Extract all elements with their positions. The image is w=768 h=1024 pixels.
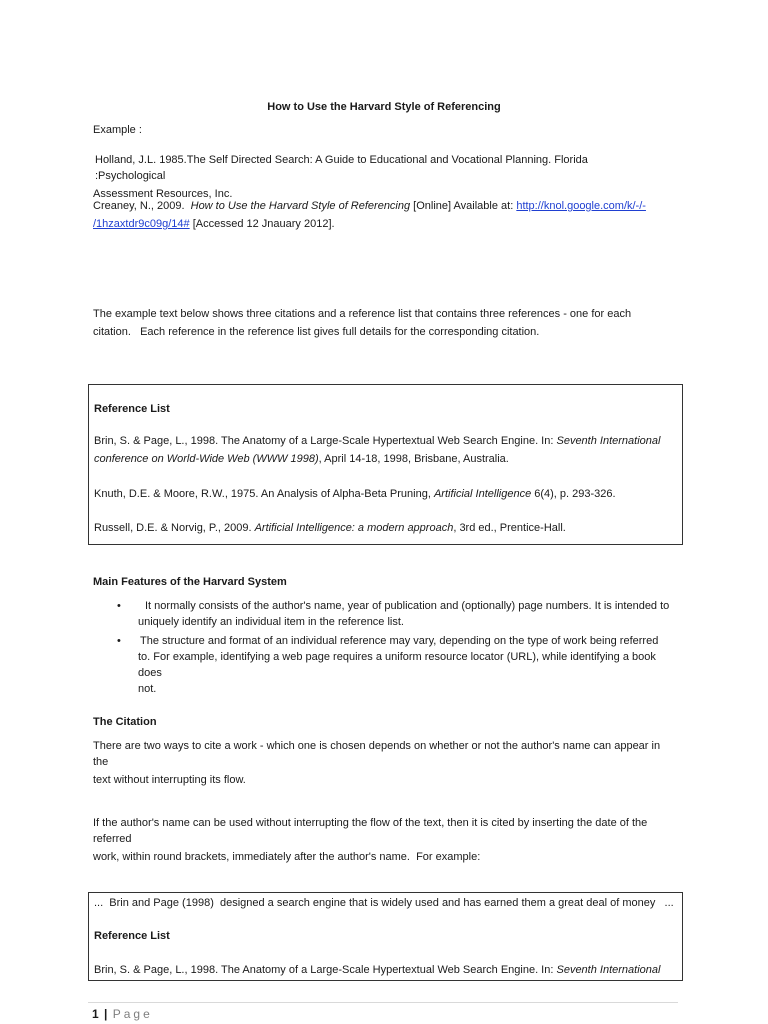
bullet-icon: •	[117, 635, 121, 647]
example-reference-2-url-part-2[interactable]: /1hzaxtdr9c09g/14#	[93, 218, 190, 230]
feature-item-2-line-2: to. For example, identifying a web page requires a uniform resource locator (URL), while identifying a book does	[138, 651, 656, 679]
citation-example-reference	[94, 962, 674, 978]
reference-knuth-moore-details: 6(4), p. 293-326.	[531, 488, 616, 500]
reference-list-heading: Reference List	[94, 403, 170, 415]
feature-item-1-line-2: uniquely identify an individual item in the reference list.	[138, 616, 404, 628]
reference-brin-page-venue-cont: conference on World-Wide Web (WWW 1998)	[94, 453, 319, 465]
citation-example-quote: ... Brin and Page (1998) designed a search engine that is widely used and has earned them a great deal of money ...	[94, 897, 674, 909]
example-reference-2-author: Creaney, N., 2009.	[93, 200, 191, 212]
reference-russell-norvig-title: Artificial Intelligence: a modern approach	[254, 522, 454, 534]
intro-line-2: citation. Each reference in the reference list gives full details for the corresponding citation.	[93, 326, 540, 338]
document-title: How to Use the Harvard Style of Referencing	[267, 101, 501, 113]
footer-divider	[88, 1002, 678, 1003]
reference-russell-norvig-details: , 3rd ed., Prentice-Hall.	[453, 522, 566, 534]
citation-paragraph-1-line-1: There are two ways to cite a work - which one is chosen depends on whether or not the author's name can appear in the	[93, 740, 661, 768]
citation-paragraph-2	[93, 815, 673, 865]
citation-paragraph-1	[93, 738, 673, 788]
example-reference-1-line-1: Holland, J.L. 1985.The Self Directed Search: A Guide to Educational and Vocational Planning. Florida :Psychological	[95, 154, 588, 182]
citation-example-box	[88, 892, 683, 981]
citation-paragraph-2-line-2: work, within round brackets, immediately after the author's name. For example:	[93, 851, 481, 863]
citation-paragraph-1-line-2: text without interrupting its flow.	[93, 774, 246, 786]
features-heading: Main Features of the Harvard System	[93, 576, 287, 588]
reference-list-box	[88, 384, 683, 545]
feature-item-2	[138, 633, 678, 697]
reference-brin-page-details: , April 14-18, 1998, Brisbane, Australia.	[318, 453, 509, 465]
page-label: Page	[112, 1007, 153, 1021]
citation-paragraph-2-line-1: If the author's name can be used without interrupting the flow of the text, then it is cited by inserting the date of the referred	[93, 817, 648, 845]
example-label: Example :	[93, 124, 142, 136]
page-footer	[92, 1006, 153, 1022]
bullet-icon: •	[117, 600, 121, 612]
reference-brin-page-venue: Seventh International	[556, 435, 661, 447]
reference-knuth-moore-journal: Artificial Intelligence	[433, 488, 532, 500]
reference-russell-norvig	[94, 520, 674, 536]
page-separator: |	[104, 1007, 109, 1021]
example-reference-1	[95, 152, 655, 202]
reference-knuth-moore-text: Knuth, D.E. & Moore, R.W., 1975. An Analysis of Alpha-Beta Pruning,	[94, 488, 434, 500]
citation-example-reference-venue: Seventh International	[556, 964, 661, 976]
intro-paragraph	[93, 306, 653, 340]
reference-russell-norvig-text: Russell, D.E. & Norvig, P., 2009.	[94, 522, 255, 534]
feature-item-2-line-1: The structure and format of an individual reference may vary, depending on the type of work being referred	[140, 635, 659, 647]
citation-heading: The Citation	[93, 716, 157, 728]
example-reference-2-title: How to Use the Harvard Style of Referencing	[190, 200, 411, 212]
reference-brin-page-text: Brin, S. & Page, L., 1998. The Anatomy of a Large-Scale Hypertextual Web Search Engine. In:	[94, 435, 557, 447]
page-number: 1	[92, 1007, 100, 1021]
citation-example-reference-heading: Reference List	[94, 930, 170, 942]
feature-item-2-line-3: not.	[138, 683, 157, 695]
example-reference-2-accessed: [Accessed 12 Jnauary 2012].	[189, 218, 335, 230]
intro-line-1: The example text below shows three citations and a reference list that contains three references - one for each	[93, 308, 632, 320]
feature-item-1	[138, 598, 678, 630]
example-reference-2-online: [Online] Available at:	[410, 200, 517, 212]
example-reference-2-url-part-1[interactable]: http://knol.google.com/k/-/-	[516, 200, 646, 212]
reference-knuth-moore	[94, 486, 674, 502]
citation-example-reference-text: Brin, S. & Page, L., 1998. The Anatomy of a Large-Scale Hypertextual Web Search Engine. In:	[94, 964, 557, 976]
example-reference-1-line-2: Assessment Resources, Inc.	[93, 188, 233, 200]
reference-brin-page	[94, 433, 674, 467]
example-reference-2	[93, 198, 653, 232]
feature-item-1-line-1: It normally consists of the author's name, year of publication and (optionally) page numbers. It is intended to	[145, 600, 670, 612]
